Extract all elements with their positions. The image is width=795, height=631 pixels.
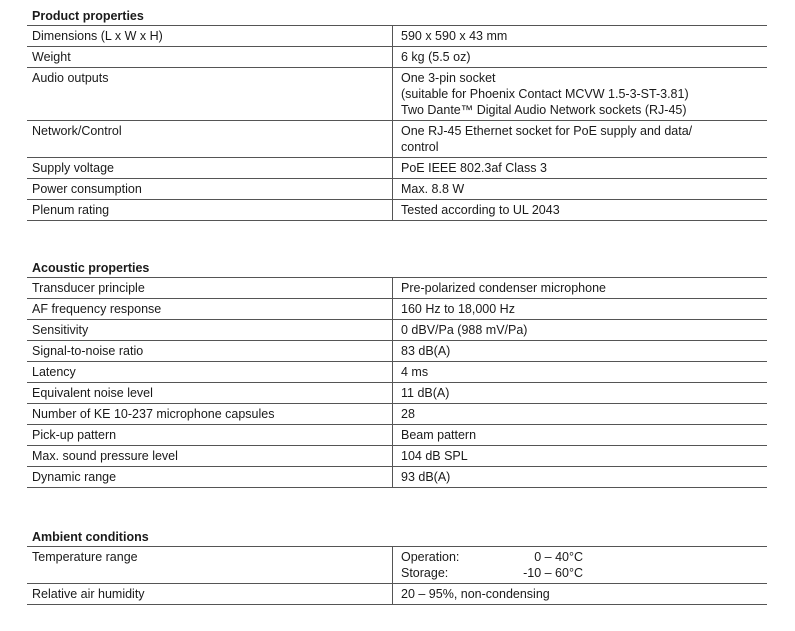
operation-range: 0 – 40°C (534, 550, 583, 564)
storage-line (401, 565, 759, 581)
row-value: One RJ-45 Ethernet socket for PoE supply and data/ control (401, 124, 693, 154)
operation-label: Operation: (401, 550, 460, 564)
row-label: Audio outputs (27, 68, 393, 120)
row-label: Power consumption (27, 179, 393, 199)
row-label: Weight (27, 47, 393, 67)
row-label: Sensitivity (27, 320, 393, 340)
row-label: Max. sound pressure level (27, 446, 393, 466)
table-row (27, 362, 767, 383)
section-title: Acoustic properties (27, 259, 767, 278)
row-value (393, 547, 767, 583)
row-value: 93 dB(A) (401, 470, 451, 484)
row-value: 6 kg (5.5 oz) (401, 50, 471, 64)
table-row (27, 383, 767, 404)
table-row (27, 121, 767, 158)
table-row (27, 47, 767, 68)
row-value: 20 – 95%, non-condensing (401, 587, 550, 601)
row-value: Tested according to UL 2043 (401, 203, 560, 217)
table-row (27, 584, 767, 605)
row-value: Max. 8.8 W (401, 182, 465, 196)
table-row (27, 179, 767, 200)
row-label: Temperature range (27, 547, 393, 583)
table-row (27, 341, 767, 362)
table-row (27, 320, 767, 341)
storage-range: -10 – 60°C (523, 566, 583, 580)
table-row (27, 467, 767, 488)
row-value: Beam pattern (401, 428, 477, 442)
row-value: 28 (401, 407, 415, 421)
storage-label: Storage: (401, 566, 449, 580)
row-label: Network/Control (27, 121, 393, 157)
row-label: Supply voltage (27, 158, 393, 178)
acoustic-properties-section (27, 259, 767, 488)
section-title: Product properties (27, 7, 767, 26)
row-label: Plenum rating (27, 200, 393, 220)
row-value: 83 dB(A) (401, 344, 451, 358)
table-row (27, 404, 767, 425)
ambient-conditions-section (27, 528, 767, 605)
row-value: PoE IEEE 802.3af Class 3 (401, 161, 547, 175)
row-value: 590 x 590 x 43 mm (401, 29, 508, 43)
table-row (27, 547, 767, 584)
row-value: 11 dB(A) (401, 386, 450, 400)
table-row (27, 446, 767, 467)
row-label: Pick-up pattern (27, 425, 393, 445)
row-label: Number of KE 10-237 microphone capsules (27, 404, 393, 424)
row-value: Pre-polarized condenser microphone (401, 281, 606, 295)
table-row (27, 278, 767, 299)
row-value: 104 dB SPL (401, 449, 468, 463)
product-properties-section (27, 7, 767, 221)
table-row (27, 425, 767, 446)
row-value: 0 dBV/Pa (988 mV/Pa) (401, 323, 528, 337)
table-row (27, 68, 767, 121)
table-row (27, 299, 767, 320)
row-label: AF frequency response (27, 299, 393, 319)
row-label: Signal-to-noise ratio (27, 341, 393, 361)
operation-line (401, 549, 759, 565)
row-label: Transducer principle (27, 278, 393, 298)
table-row (27, 158, 767, 179)
table-row (27, 26, 767, 47)
row-label: Latency (27, 362, 393, 382)
row-value: 4 ms (401, 365, 429, 379)
row-value: One 3-pin socket (suitable for Phoenix Contact MCVW 1.5-3-ST-3.81) Two Dante™ Digital Audio Network sockets (RJ-45) (401, 71, 689, 117)
row-label: Relative air humidity (27, 584, 393, 604)
row-label: Dynamic range (27, 467, 393, 487)
section-title: Ambient conditions (27, 528, 767, 547)
row-label: Equivalent noise level (27, 383, 393, 403)
table-row (27, 200, 767, 221)
row-value: 160 Hz to 18,000 Hz (401, 302, 515, 316)
row-label: Dimensions (L x W x H) (27, 26, 393, 46)
